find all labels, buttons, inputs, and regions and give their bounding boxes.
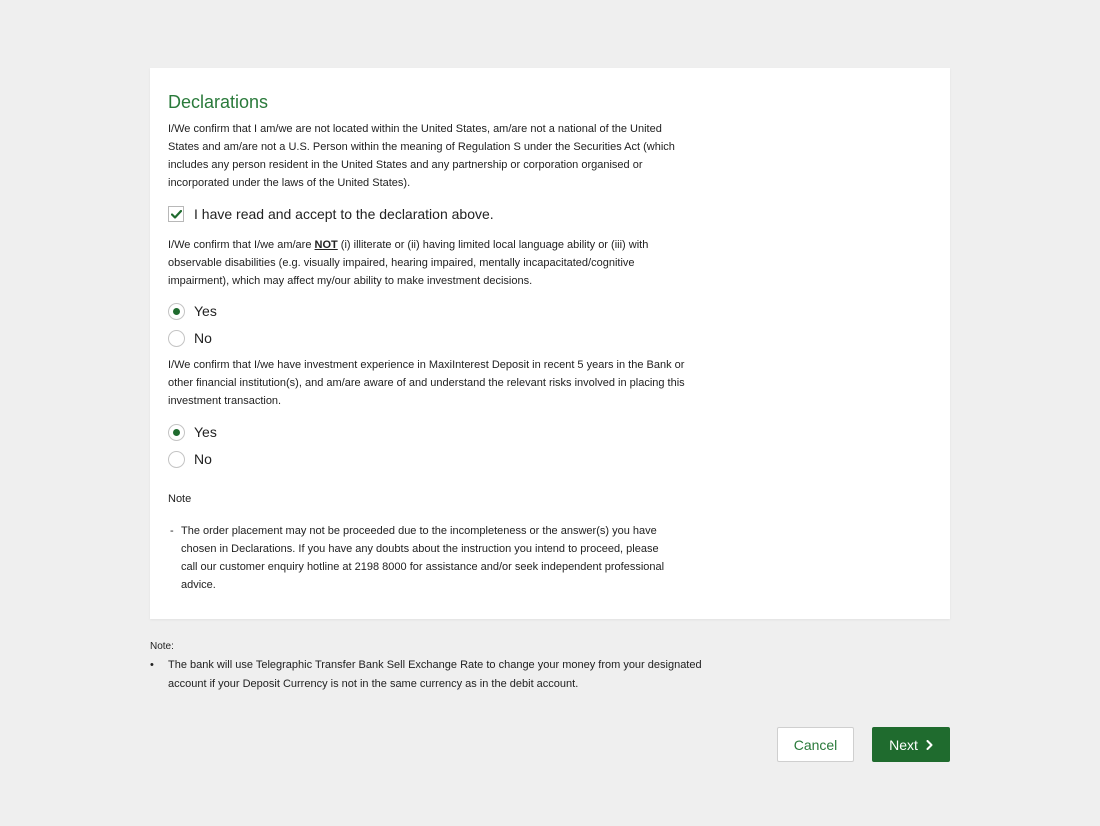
radio-selected-dot (173, 429, 180, 436)
us-person-declaration-text: I/We confirm that I am/we are not located within the United States, am/are not a national of the United States and am/are not a U.S. Person within the meaning of Regulation S under the Securities Act (which includes any person resident in the United States and any partnership or corporation organised or incorporated under the laws of the United States). (168, 123, 675, 189)
capability-question-text-end: (i) illiterate or (ii) having limited local language ability or (iii) with observable disabilities (e.g. visually impaired, hearing impaired, mentally incapacitated/cognitive impairment), which may affect my/our ability to make investment decisions. (168, 239, 649, 287)
q2-yes-radio[interactable] (168, 424, 185, 441)
q1-yes-radio[interactable] (168, 303, 185, 320)
q2-no-radio[interactable] (168, 451, 185, 468)
capability-question-text (168, 236, 688, 290)
capability-question-text-start: I/We confirm that I/we am/are (168, 239, 315, 251)
declarations-title: Declarations (168, 92, 269, 112)
accept-declaration-checkbox[interactable] (168, 206, 184, 222)
chevron-right-icon (926, 740, 933, 750)
q1-no-option[interactable] (168, 329, 212, 347)
note-heading: Note (168, 493, 192, 505)
note-list (168, 522, 668, 594)
q2-no-label: No (194, 451, 212, 467)
not-emphasis: NOT (314, 239, 338, 251)
outer-note-list (150, 656, 710, 694)
outer-note-heading: Note: (150, 641, 174, 652)
next-button-label: Next (889, 736, 918, 753)
q2-yes-label: Yes (194, 424, 217, 440)
cancel-button-label: Cancel (793, 736, 838, 753)
q1-no-radio[interactable] (168, 330, 185, 347)
list-bullet: • (150, 659, 154, 671)
cancel-button[interactable] (777, 727, 854, 762)
q2-no-option[interactable] (168, 450, 212, 468)
note-item-text: The order placement may not be proceeded due to the incompleteness or the answer(s) you have chosen in Declarations. If you have any doubts about the instruction you intend to proceed, please call our customer enquiry hotline at 2198 8000 for assistance and/or seek independent professional advice. (181, 525, 665, 591)
q1-yes-label: Yes (194, 303, 217, 319)
list-dash: - (170, 525, 174, 537)
checkmark-icon (171, 210, 182, 219)
accept-declaration-checkbox-row[interactable] (168, 205, 494, 223)
q2-yes-option[interactable] (168, 423, 217, 441)
experience-question-text: I/We confirm that I/we have investment experience in MaxiInterest Deposit in recent 5 years in the Bank or other financial institution(s), and am/are aware of and understand the relevant risks involved in placing this investment transaction. (168, 359, 685, 407)
q1-yes-option[interactable] (168, 302, 217, 320)
accept-declaration-label: I have read and accept to the declaration above. (194, 206, 494, 222)
next-button[interactable] (872, 727, 950, 762)
radio-selected-dot (173, 308, 180, 315)
exchange-rate-note-text: The bank will use Telegraphic Transfer Bank Sell Exchange Rate to change your money from your designated account if your Deposit Currency is not in the same currency as in the debit account. (168, 659, 702, 690)
q1-no-label: No (194, 330, 212, 346)
